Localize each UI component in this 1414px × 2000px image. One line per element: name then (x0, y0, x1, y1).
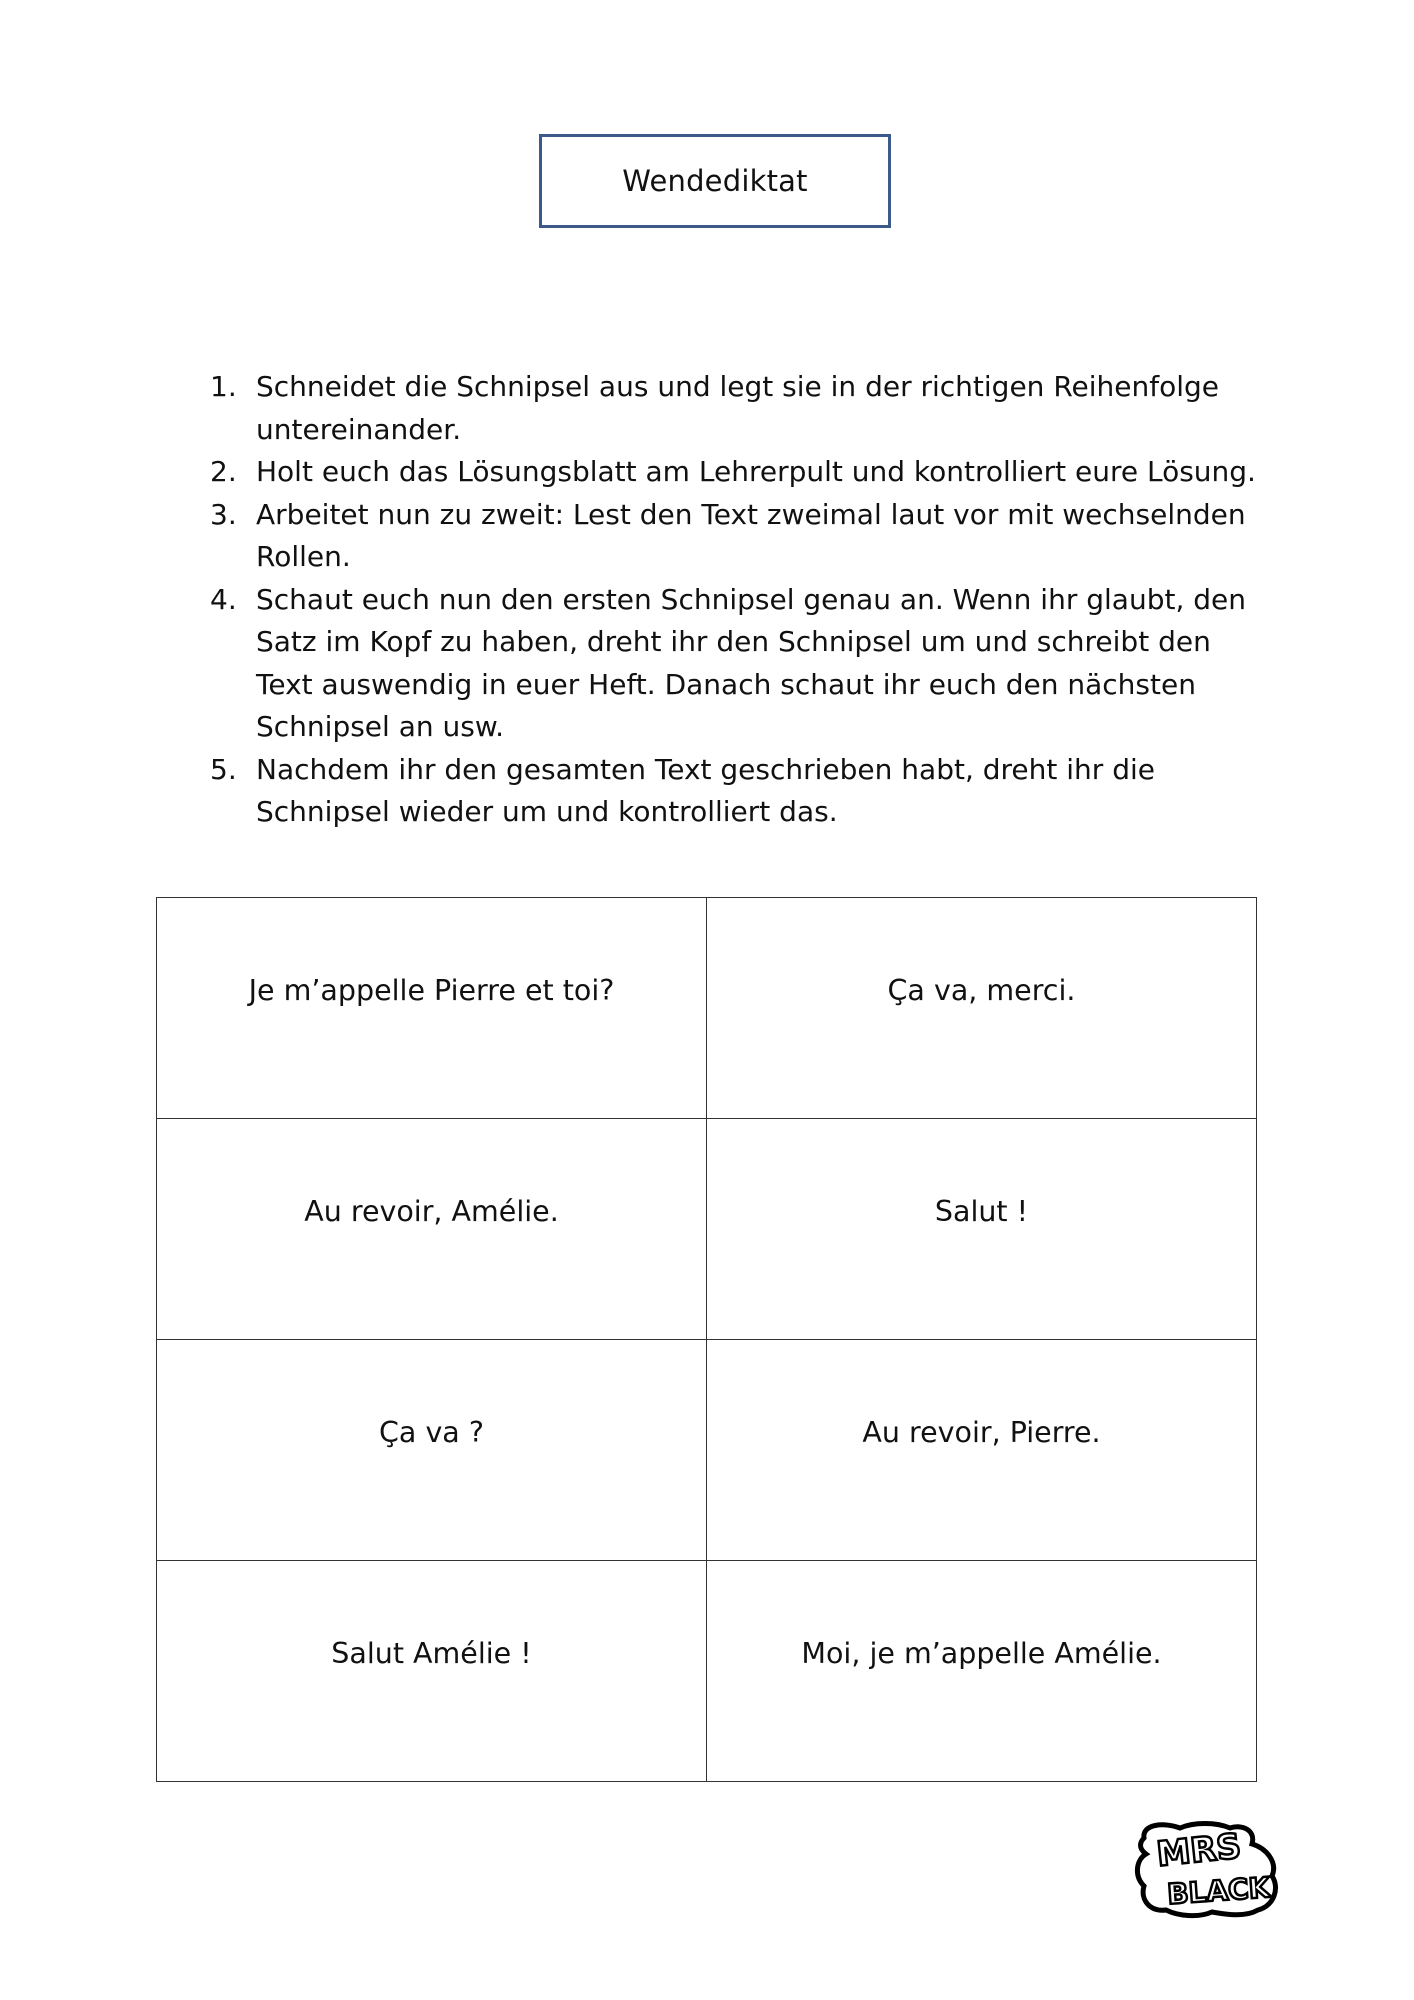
instruction-item (210, 579, 1270, 749)
snippet-cell: Je m’appelle Pierre et toi? (157, 898, 707, 1119)
instruction-number: 4. (210, 582, 237, 616)
instruction-list (210, 366, 1270, 834)
snippet-cell: Moi, je m’appelle Amélie. (707, 1561, 1257, 1782)
instruction-item (210, 749, 1270, 834)
title-box (539, 134, 891, 228)
snippet-cell: Salut Amélie ! (157, 1561, 707, 1782)
instruction-number: 2. (210, 455, 237, 488)
page-title: Wendediktat (622, 164, 808, 198)
table-row (157, 898, 1257, 1119)
instruction-item (210, 494, 1270, 579)
instruction-item (210, 451, 1270, 494)
snippet-table (156, 897, 1257, 1782)
logo-line-2: BLACK (1166, 1870, 1272, 1911)
instruction-text: Schaut euch nun den ersten Schnipsel genau an. Wenn ihr glaubt, den Satz im Kopf zu haben, dreht ihr den Schnipsel um und schreibt den Text auswendig in euer Heft. Danach schaut ihr euch den nächsten Schnipsel an usw. (256, 582, 1246, 743)
instruction-item (210, 366, 1270, 451)
mrs-black-logo (1132, 1820, 1282, 1920)
instruction-text: Holt euch das Lösungsblatt am Lehrerpult und kontrolliert eure Lösung. (256, 455, 1256, 488)
snippet-cell: Au revoir, Amélie. (157, 1119, 707, 1340)
instruction-number: 3. (210, 497, 237, 531)
table-row (157, 1561, 1257, 1782)
snippet-cell: Ça va, merci. (707, 898, 1257, 1119)
snippet-cell: Ça va ? (157, 1340, 707, 1561)
snippet-cell: Au revoir, Pierre. (707, 1340, 1257, 1561)
table-row (157, 1119, 1257, 1340)
snippet-cell: Salut ! (707, 1119, 1257, 1340)
instruction-text: Schneidet die Schnipsel aus und legt sie in der richtigen Reihenfolge untereinander. (256, 370, 1220, 446)
instruction-number: 5. (210, 752, 237, 786)
logo-line-1: MRS (1154, 1826, 1243, 1875)
instruction-text: Arbeitet nun zu zweit: Lest den Text zweimal laut vor mit wechselnden Rollen. (256, 497, 1246, 573)
instruction-text: Nachdem ihr den gesamten Text geschrieben habt, dreht ihr die Schnipsel wieder um und kontrolliert das. (256, 752, 1155, 828)
table-row (157, 1340, 1257, 1561)
instruction-number: 1. (210, 370, 237, 403)
